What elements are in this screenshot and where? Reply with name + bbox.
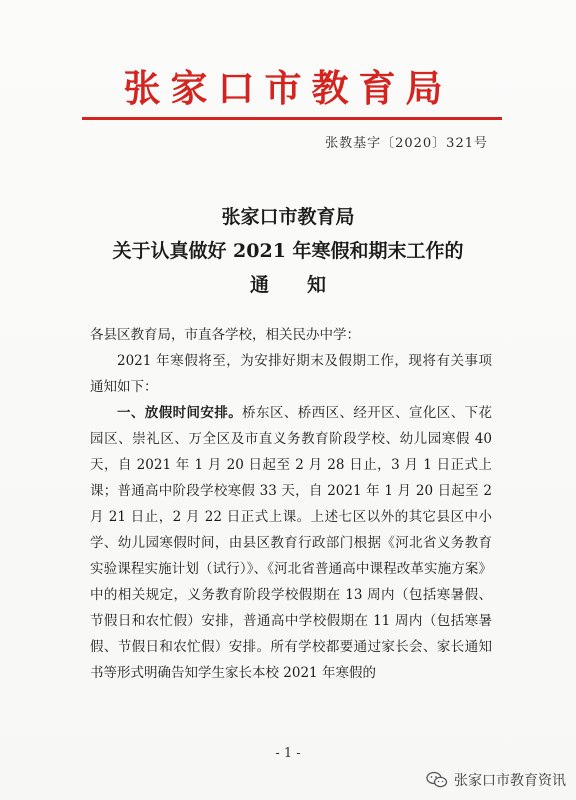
title-line-3: 通知 <box>249 274 364 296</box>
section-1-heading: 一、放假时间安排。 <box>117 405 243 421</box>
title-line-2: 关于认真做好 2021 年寒假和期末工作的 <box>112 240 464 262</box>
section-1-paragraph <box>90 400 492 686</box>
section-1-text: 桥东区、桥西区、经开区、宣化区、下花园区、崇礼区、万全区及市直义务教育阶段学校、幼儿园寒假 40 天，自 2021 年 1 月 20 日起至 2 月 28 日止，3 月 1 日正式上课；普通高中阶段学校寒假 33 天，自 2021 年 1 月 20 日起至 2 月 21 日止，2 月 22 日正式上课。上述七区以外的其它县区中小学、幼儿园寒假时间，由县区教育行政部门根据《河北省义务教育实验课程实施计划（试行）》、《河北省普通高中课程改革实施方案》中的相关规定，义务教育阶段学校假期在 13 周内（包括寒暑假、节假日和农忙假）安排，普通高中学校假期在 11 周内（包括寒暑假、节假日和农忙假）安排。所有学校都要通过家长会、家长通知书等形式明确告知学生家长本校 2021 年寒假的 <box>90 405 493 681</box>
title-line-1: 张家口市教育局 <box>221 206 355 228</box>
document-number: 张教基字〔2020〕321号 <box>325 136 488 151</box>
salutation: 各县区教育局，市直各学校，相关民办中学： <box>90 327 360 343</box>
page-number: - 1 - <box>275 746 301 761</box>
wechat-watermark <box>426 770 566 790</box>
agency-header: 张家口市教育局 <box>123 67 453 110</box>
wechat-icon <box>426 771 448 789</box>
document-body <box>90 322 492 686</box>
watermark-text: 张家口市教育资讯 <box>454 773 566 789</box>
intro-paragraph: 2021 年寒假将至，为安排好期末及假期工作，现将有关事项通知如下： <box>90 353 492 395</box>
red-divider-line <box>82 117 502 120</box>
